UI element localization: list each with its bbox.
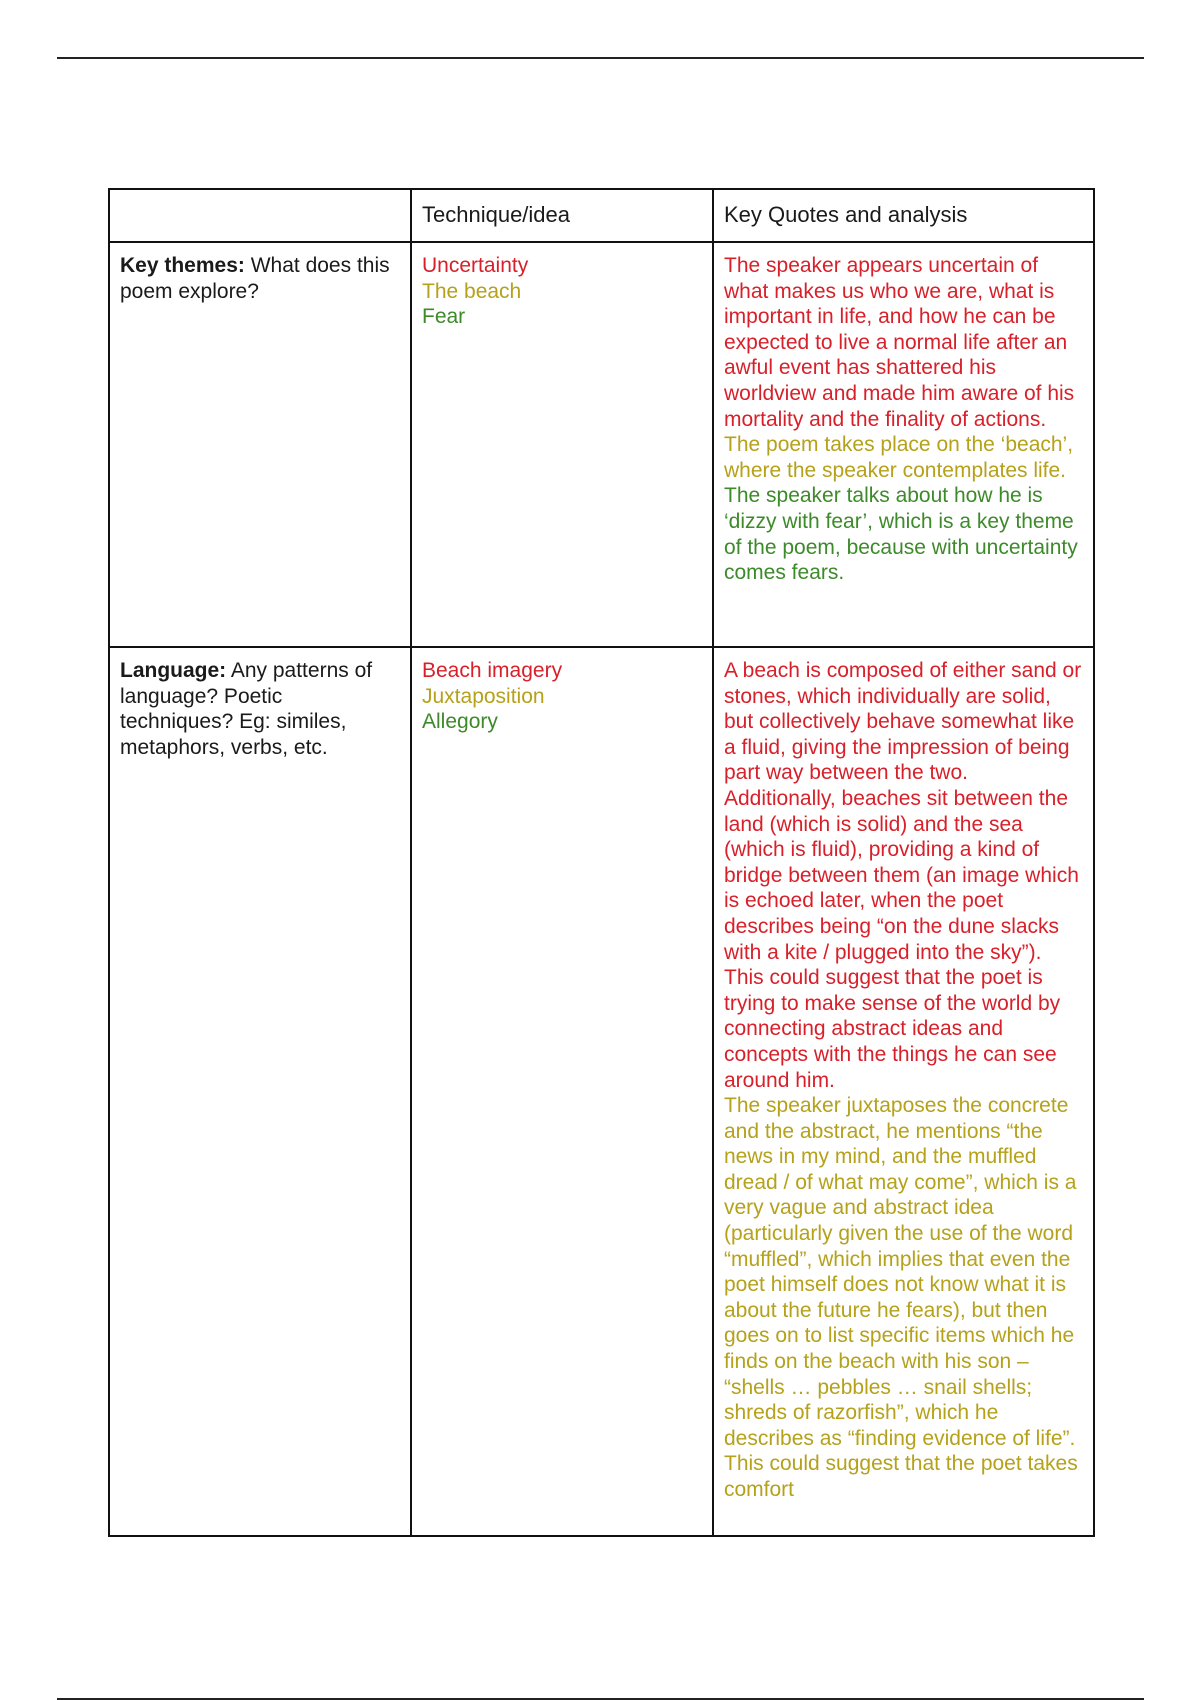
analysis-themes xyxy=(713,242,1094,647)
row-title-bold: Language: xyxy=(120,659,227,682)
table-row-language xyxy=(109,647,1094,1536)
technique-item: Beach imagery xyxy=(422,659,563,682)
table-header-row xyxy=(109,189,1094,242)
analysis-paragraph: A beach is composed of either sand or stones, which individually are solid, but collectively behave somewhat like a fluid, giving the impression of being part way between the two. Additionally, beaches sit between the land (which is solid) and the sea (which is fluid), providing a kind of bridge between them (an image which is echoed later, when the poet describes being “on the dune slacks with a kite / plugged into the sky”). This could suggest that the poet is trying to make sense of the world by connecting abstract ideas and concepts with the things he can see around him. xyxy=(724,659,1082,1092)
analysis-paragraph: The poem takes place on the ‘beach’, where the speaker contemplates life. xyxy=(724,433,1074,482)
analysis-paragraph: The speaker appears uncertain of what makes us who we are, what is important in life, and how he can be expected to live a normal life after an awful event has shattered his worldview and made him aware of his mortality and the finality of actions. xyxy=(724,254,1075,431)
technique-item: Uncertainty xyxy=(422,254,529,277)
technique-item: Fear xyxy=(422,305,466,329)
page-top-rule xyxy=(57,57,1144,59)
row-title-rest: What does this poem explore? xyxy=(120,254,390,303)
analysis-paragraph: The speaker talks about how he is ‘dizzy with fear’, which is a key theme of the poem, because with uncertainty comes fears. xyxy=(724,484,1078,585)
row-title-language xyxy=(109,647,411,1536)
row-title-key-themes xyxy=(109,242,411,647)
technique-list-language xyxy=(411,647,713,1536)
poem-notes-table xyxy=(108,188,1095,1537)
row-title-bold: Key themes: xyxy=(120,254,245,277)
table-row-key-themes xyxy=(109,242,1094,647)
technique-item: The beach xyxy=(422,279,522,303)
header-empty-cell xyxy=(109,189,411,242)
technique-list-themes xyxy=(411,242,713,647)
technique-item: Allegory xyxy=(422,710,498,734)
header-key-quotes: Key Quotes and analysis xyxy=(713,189,1094,242)
analysis-language xyxy=(713,647,1094,1536)
analysis-paragraph: The speaker juxtaposes the concrete and the abstract, he mentions “the news in my mind, and the muffled dread / of what may come”, which is a very vague and abstract idea (particularly given the use of the word “muffled”, which implies that even the poet himself does not know what it is about the future he fears), but then goes on to list specific items which he finds on the beach with his son – “shells … pebbles … snail shells; shreds of razorfish”, which he describes as “finding evidence of life”. This could suggest that the poet takes comfort xyxy=(724,1094,1078,1501)
header-technique: Technique/idea xyxy=(411,189,713,242)
row-title-rest: Any patterns of language? Poetic techniques? Eg: similes, metaphors, verbs, etc. xyxy=(120,659,373,759)
technique-item: Juxtaposition xyxy=(422,684,545,708)
